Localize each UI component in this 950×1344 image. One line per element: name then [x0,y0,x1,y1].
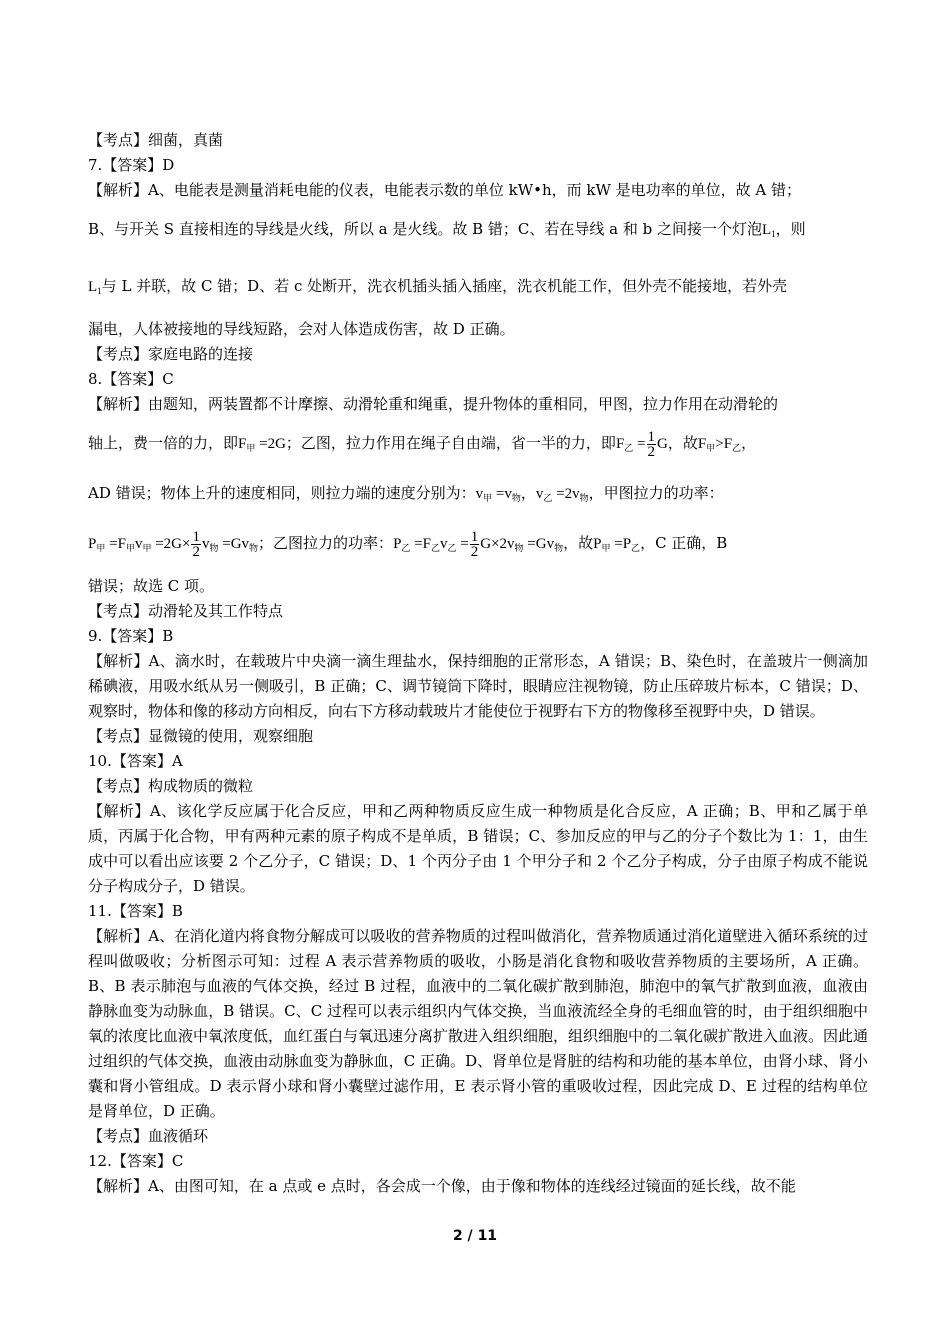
paragraph: 【解析】A、滴水时，在载玻片中央滴一滴生理盐水，保持细胞的正常形态，A 错误；B、染色时，在盖玻片一侧滴加稀碘液，用吸水纸从另一侧吸引，B 正确；C、调节镜筒下降时，眼睛应注视物镜，防止压碎玻片标本，C 错误；D、观察时，物体和像的移动方向相反，向右下方移动载玻片才能使位于视野右下方的物像移至视野中央，D 错误。 [88,652,868,720]
text-line: 【考点】动滑轮及其工作特点 [88,602,284,620]
formula-p-equal: $P_甲 =P_乙$ [593,536,641,553]
text-line: 10.【答案】A [88,752,183,770]
text-line: 9.【答案】B [88,627,174,645]
page-number: 2 / 11 [452,1228,498,1244]
text-line: 【考点】构成物质的微粒 [88,777,254,795]
formula-p-yi: $P_乙 =F_乙v_乙$ = $\frac{1}{2}$ $G\times 2v_物 =Gv_物$ [393,529,564,561]
formula-p-jia: $P_甲 =F_甲v_甲 =2G\times$ $\frac{1}{2}$ $v_物 =Gv_物$ [88,529,259,561]
text-line: 错误；故选 C 项。 [88,577,215,595]
formula-compare: $F_甲>F_乙$ [697,436,742,453]
formula-f-yi: $F_乙$ = $\frac{1}{2}$ G [615,429,668,461]
paragraph: 【解析】A、在消化道内将食物分解成可以吸收的营养物质的过程叫做消化，营养物质通过消化道壁进入循环系统的过程叫做吸收；分析图示可知：过程 A 表示营养物质的吸收，小肠是消化食物和吸收营养物质的主要场所，A 正确。B、B 表示肺泡与血液的气体交换，经过 B 过程，血液中的二氧化碳扩散到肺泡，肺泡中的氧气扩散到血液，血液由静脉血变为动脉血，B 错误。C、C 过程可以表示组织内气体交换，当血液流经全身的毛细血管的时，由于组织细胞中氧的浓度比血液中氧浓度低，血红蛋白与氧迅速分离扩散进入组织细胞，组织细胞中的二氧化碳扩散进入血液。因此通过组织的气体交换，血液由动脉血变为静脉血，C 正确。D、肾单位是肾脏的结构和功能的基本单位，由肾小球、肾小囊和肾小管组成。D 表示肾小球和肾小囊壁过滤作用，E 表示肾小管的重吸收过程，因此完成 D、E 过程的结构单位是肾单位，D 正确。 [88,927,869,1120]
text-line: 11.【答案】B [88,902,183,920]
text-line: B、与开关 S 直接相连的导线是火线，所以 a 是火线。故 B 错；C、若在导线 a 和 b 之间接一个灯泡$L_1$，则 [88,220,806,239]
answer-content [88,128,868,1199]
formula-f-jia: $F_甲 =2G$ [238,436,286,453]
text-line: 8.【答案】C [88,370,174,388]
text-line: 漏电，人体被接地的导线短路，会对人体造成伤害，故 D 正确。 [88,320,515,338]
text-line: 【考点】血液循环 [88,1127,209,1145]
formula-v-jia: $v_甲 =v_物$ [475,486,521,503]
text-line: 【解析】由题知，两装置都不计摩擦、动滑轮重和绳重，提升物体的重相同，甲图，拉力作用在动滑轮的 [88,395,779,413]
fraction: $\frac{1}{2}$ [647,429,656,461]
text-line: 【考点】细菌，真菌 [88,131,224,149]
formula-l1: $L_1$ [88,279,102,296]
text-line: 【解析】A、电能表是测量消耗电能的仪表，电能表示数的单位 kW•h，而 kW 是电功率的单位，故 A 错； [88,181,802,199]
formula-l1: $L_1$ [761,222,776,239]
formula-v-yi: $v_乙 =2v_物$ [535,486,589,503]
text-line: AD 错误；物体上升的速度相同，则拉力端的速度分别为：$v_甲 =v_物$，$v_乙 =2v_物$，甲图拉力的功率： [88,484,724,503]
fraction: $\frac{1}{2}$ [470,529,479,561]
text-line: 轴上，费一倍的力，即$F_甲 =2G$；乙图，拉力作用在绳子自由端，省一半的力，即$F_乙$ = $\frac{1}{2}$ G，故$F_甲>F_乙$， [88,429,757,461]
text-line: 【考点】显微镜的使用，观察细胞 [88,727,314,745]
text-line: 12.【答案】C [88,1152,184,1170]
text-line: $L_1$与 L 并联，故 C 错；D、若 c 处断开，洗衣机插头插入插座，洗衣机能工作，但外壳不能接地，若外壳 [88,277,788,296]
fraction: $\frac{1}{2}$ [192,529,200,561]
text-line: 【解析】A、由图可知，在 a 点或 e 点时，各会成一个像，由于像和物体的连线经过镜面的延长线，故不能 [88,1177,796,1195]
text-line: 【考点】家庭电路的连接 [88,345,254,363]
paragraph: 【解析】A、该化学反应属于化合反应，甲和乙两种物质反应生成一种物质是化合反应，A 正确；B、甲和乙属于单质，丙属于化合物，甲有两种元素的原子构成不是单质，B 错误；C、参加反应的甲与乙的分子个数比为 1：1，由生成中可以看出应该要 2 个乙分子，C 错误；D、1 个丙分子由 1 个甲分子和 2 个乙分子构成，分子由原子构成不能说分子构成分子，D 错误。 [88,802,868,895]
text-line: $P_甲 =F_甲v_甲 =2G\times$ $\frac{1}{2}$ $v_物 =Gv_物$；乙图拉力的功率：$P_乙 =F_乙v_乙$ = $\frac{1}{2}$ $G\times 2v_物 =Gv_物$，故$P_甲 =P_乙$，C 正确，B [88,529,728,561]
text-line: 7.【答案】D [88,156,175,174]
